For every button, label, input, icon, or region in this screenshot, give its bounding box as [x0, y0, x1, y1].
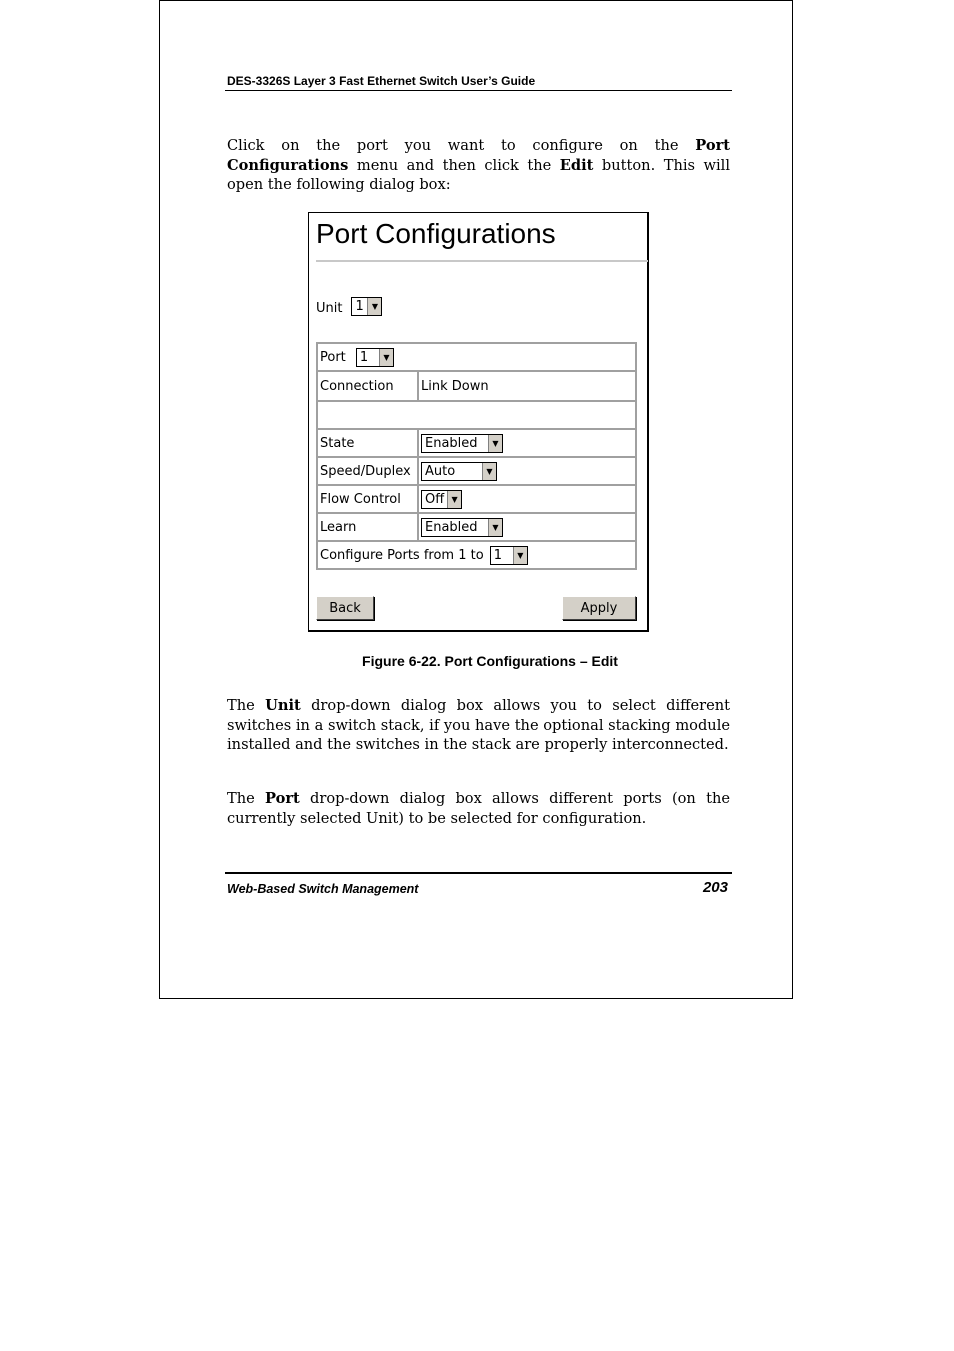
chevron-down-icon[interactable]: ▼ [447, 491, 461, 508]
flow-control-cell [418, 485, 636, 513]
spacer-cell [317, 401, 636, 429]
port-cell [317, 343, 636, 371]
intro-text-3: button. This will open the following dialog box: [227, 156, 730, 194]
port-desc-bold: Port [265, 790, 300, 807]
intro-paragraph [227, 136, 730, 195]
footer-rule [225, 872, 732, 874]
learn-row [317, 513, 636, 541]
unit-row [316, 297, 382, 316]
speed-duplex-cell [418, 457, 636, 485]
unit-label: Unit [316, 301, 343, 316]
state-label: State [317, 429, 418, 457]
unit-description-paragraph [227, 696, 730, 755]
flow-control-select-value: Off [425, 491, 445, 507]
learn-label: Learn [317, 513, 418, 541]
state-cell [418, 429, 636, 457]
flow-control-row [317, 485, 636, 513]
learn-cell [418, 513, 636, 541]
unit-select-value: 1 [355, 299, 364, 314]
unit-select[interactable] [351, 297, 382, 316]
speed-duplex-select-value: Auto [425, 463, 456, 479]
learn-select[interactable] [421, 518, 503, 537]
configure-range-select-value: 1 [493, 547, 503, 563]
unit-desc-text-1: The [227, 697, 266, 714]
port-row [317, 343, 636, 371]
port-configurations-dialog [308, 212, 649, 632]
connection-value: Link Down [418, 371, 636, 401]
chevron-down-icon[interactable]: ▼ [367, 298, 381, 315]
chevron-down-icon[interactable]: ▼ [488, 519, 502, 536]
footer-section-title: Web-Based Switch Management [227, 882, 419, 896]
configure-range-cell [317, 541, 636, 569]
intro-bold-2: Edit [559, 156, 594, 174]
chevron-down-icon[interactable]: ▼ [513, 547, 527, 564]
learn-select-value: Enabled [425, 519, 478, 535]
unit-desc-text-2: drop-down dialog box allows you to select different switches in a switch stack, if you have the optional stacking module installed and the switches in the stack are properly interconnected. [227, 697, 730, 754]
port-desc-text-1: The [227, 790, 266, 807]
figure-caption: Figure 6-22. Port Configurations – Edit [362, 653, 618, 669]
dialog-title-divider [316, 260, 648, 262]
flow-control-select[interactable] [421, 490, 462, 509]
connection-label: Connection [317, 371, 418, 401]
port-label: Port [320, 349, 346, 365]
intro-text-2: menu and then click the [348, 156, 560, 174]
chevron-down-icon[interactable]: ▼ [488, 435, 502, 452]
intro-bold-1: Port Configurations [227, 137, 730, 174]
apply-button[interactable]: Apply [562, 596, 636, 620]
speed-duplex-label: Speed/Duplex [317, 457, 418, 485]
back-button[interactable]: Back [316, 596, 374, 620]
configure-range-row [317, 541, 636, 569]
port-select[interactable] [356, 348, 394, 367]
speed-duplex-select[interactable] [421, 462, 497, 481]
connection-row [317, 371, 636, 401]
chevron-down-icon[interactable]: ▼ [482, 463, 496, 480]
spacer-row [317, 401, 636, 429]
state-select-value: Enabled [425, 435, 478, 451]
configure-range-label: Configure Ports from 1 to [320, 547, 484, 563]
running-header: DES-3326S Layer 3 Fast Ethernet Switch User’s Guide [227, 74, 536, 88]
port-settings-table [316, 342, 637, 570]
configure-range-select[interactable] [490, 546, 528, 565]
port-description-paragraph [227, 789, 730, 828]
intro-text-1: Click on the port you want to configure on the [227, 137, 696, 154]
port-desc-text-2: drop-down dialog box allows different ports (on the currently selected Unit) to be selected for configuration. [227, 790, 730, 827]
speed-duplex-row [317, 457, 636, 485]
port-select-value: 1 [359, 349, 369, 365]
state-row [317, 429, 636, 457]
header-rule [225, 90, 732, 91]
page-number: 203 [702, 879, 728, 896]
dialog-title: Port Configurations [316, 218, 556, 249]
state-select[interactable] [421, 434, 503, 453]
flow-control-label: Flow Control [317, 485, 418, 513]
chevron-down-icon[interactable]: ▼ [379, 349, 393, 366]
unit-desc-bold: Unit [265, 697, 301, 714]
